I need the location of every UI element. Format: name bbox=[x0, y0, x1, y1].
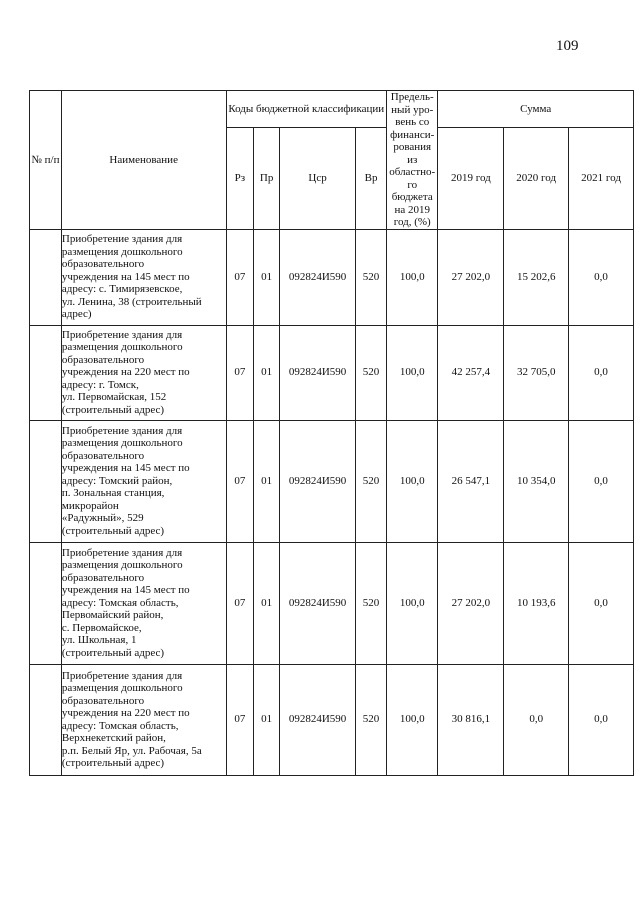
header-level-line: на 2019 bbox=[394, 203, 430, 216]
row-number bbox=[30, 664, 62, 775]
row-csr: 092824И590 bbox=[279, 325, 355, 420]
row-2020: 0,0 bbox=[504, 664, 569, 775]
row-number bbox=[30, 325, 62, 420]
row-name-line: микрорайон bbox=[61, 499, 119, 512]
table-row bbox=[30, 325, 634, 420]
row-name-line: (строительный адрес) bbox=[61, 757, 165, 769]
row-name-line: р.п. Белый Яр, ул. Рабочая, 5а bbox=[61, 744, 202, 757]
row-level: 100,0 bbox=[387, 229, 438, 325]
row-name-line: (строительный адрес) bbox=[61, 524, 165, 537]
row-name-line: Приобретение здания для bbox=[61, 669, 183, 682]
row-name-line: адресу: с. Тимирязевское, bbox=[61, 283, 183, 296]
row-name-line: ул. Школьная, 1 bbox=[61, 634, 137, 647]
row-name-line: ул. Первомайская, 152 bbox=[61, 391, 167, 404]
row-rz: 07 bbox=[226, 229, 254, 325]
header-codes-group: Коды бюджетной классификации bbox=[226, 91, 387, 128]
row-vr: 520 bbox=[356, 542, 387, 664]
header-name: Наименование bbox=[61, 91, 226, 230]
row-name-line: образовательного bbox=[61, 571, 145, 584]
row-2021: 0,0 bbox=[569, 542, 634, 664]
row-name-line: с. Первомайское, bbox=[61, 621, 142, 634]
row-2019: 26 547,1 bbox=[438, 420, 504, 542]
row-name-line: образовательного bbox=[61, 258, 145, 271]
header-level-line: вень со bbox=[395, 116, 430, 128]
header-rz: Рз bbox=[226, 127, 254, 229]
row-name bbox=[61, 542, 226, 664]
row-rz: 07 bbox=[226, 664, 254, 775]
row-pr: 01 bbox=[254, 542, 280, 664]
header-level-line: бюджета bbox=[391, 191, 433, 203]
row-name-line: адресу: г. Томск, bbox=[61, 378, 139, 391]
row-name-line: учреждения на 220 мест по bbox=[61, 366, 190, 379]
header-level-line: финанси- bbox=[390, 128, 435, 141]
row-2019: 27 202,0 bbox=[438, 542, 504, 664]
row-name bbox=[61, 664, 226, 775]
row-rz: 07 bbox=[226, 325, 254, 420]
row-level: 100,0 bbox=[387, 325, 438, 420]
header-level-line: год, (%) bbox=[393, 216, 431, 228]
header-2019: 2019 год bbox=[438, 127, 504, 229]
header-pr: Пр bbox=[254, 127, 280, 229]
row-name-line: образовательного bbox=[61, 449, 145, 462]
table-row bbox=[30, 229, 634, 325]
row-name bbox=[61, 229, 226, 325]
row-name-line: (строительный адрес) bbox=[61, 403, 165, 416]
row-csr: 092824И590 bbox=[279, 664, 355, 775]
row-vr: 520 bbox=[356, 229, 387, 325]
row-vr: 520 bbox=[356, 664, 387, 775]
header-level-line: рования bbox=[393, 141, 432, 153]
header-level-line: из bbox=[407, 153, 418, 166]
row-2019: 27 202,0 bbox=[438, 229, 504, 325]
row-name-line: Верхнекетский район, bbox=[61, 732, 166, 744]
row-rz: 07 bbox=[226, 420, 254, 542]
table-row bbox=[30, 420, 634, 542]
header-level-line: го bbox=[407, 178, 418, 191]
row-csr: 092824И590 bbox=[279, 542, 355, 664]
row-number bbox=[30, 542, 62, 664]
header-level-line: ный уро- bbox=[391, 103, 434, 116]
row-pr: 01 bbox=[254, 664, 280, 775]
row-name bbox=[61, 325, 226, 420]
row-2020: 32 705,0 bbox=[504, 325, 569, 420]
row-pr: 01 bbox=[254, 229, 280, 325]
row-2021: 0,0 bbox=[569, 229, 634, 325]
row-name-line: Приобретение здания для bbox=[61, 233, 183, 246]
row-level: 100,0 bbox=[387, 664, 438, 775]
row-name-line: размещения дошкольного bbox=[61, 559, 183, 572]
header-level-line: Предель- bbox=[390, 91, 434, 103]
row-name-line: размещения дошкольного bbox=[61, 682, 183, 694]
row-number bbox=[30, 229, 62, 325]
row-2020: 15 202,6 bbox=[504, 229, 569, 325]
row-name bbox=[61, 420, 226, 542]
row-name-line: адресу: Томская область, bbox=[61, 596, 179, 609]
row-vr: 520 bbox=[356, 420, 387, 542]
row-level: 100,0 bbox=[387, 420, 438, 542]
row-2021: 0,0 bbox=[569, 325, 634, 420]
row-name-line: адрес) bbox=[61, 308, 92, 321]
row-name-line: адресу: Томская область, bbox=[61, 719, 179, 732]
row-name-line: учреждения на 145 мест по bbox=[61, 462, 190, 475]
table-row bbox=[30, 664, 634, 775]
row-vr: 520 bbox=[356, 325, 387, 420]
header-2021: 2021 год bbox=[569, 127, 634, 229]
row-2019: 30 816,1 bbox=[438, 664, 504, 775]
header-csr: Цср bbox=[279, 127, 355, 229]
header-level bbox=[387, 91, 438, 230]
row-2020: 10 354,0 bbox=[504, 420, 569, 542]
row-rz: 07 bbox=[226, 542, 254, 664]
header-sum-group: Сумма bbox=[438, 91, 634, 128]
row-name-line: ул. Ленина, 38 (строительный bbox=[61, 295, 202, 308]
row-name-line: п. Зональная станция, bbox=[61, 487, 165, 500]
row-2019: 42 257,4 bbox=[438, 325, 504, 420]
row-name-line: Первомайский район, bbox=[61, 609, 164, 622]
row-name-line: учреждения на 145 мест по bbox=[61, 270, 190, 283]
row-name-line: размещения дошкольного bbox=[61, 437, 183, 450]
header-vr: Вр bbox=[356, 127, 387, 229]
page-number: 109 bbox=[556, 38, 579, 54]
row-name-line: Приобретение здания для bbox=[61, 424, 183, 437]
row-2021: 0,0 bbox=[569, 664, 634, 775]
row-name-line: Приобретение здания для bbox=[61, 546, 183, 559]
row-name-line: адресу: Томский район, bbox=[61, 474, 173, 487]
row-level: 100,0 bbox=[387, 542, 438, 664]
row-csr: 092824И590 bbox=[279, 229, 355, 325]
row-2021: 0,0 bbox=[569, 420, 634, 542]
row-csr: 092824И590 bbox=[279, 420, 355, 542]
row-name-line: «Радужный», 529 bbox=[61, 512, 144, 525]
row-2020: 10 193,6 bbox=[504, 542, 569, 664]
header-no: № п/п bbox=[30, 91, 62, 230]
row-number bbox=[30, 420, 62, 542]
row-name-line: учреждения на 220 мест по bbox=[61, 707, 190, 719]
row-name-line: образовательного bbox=[61, 694, 145, 707]
table-row bbox=[30, 542, 634, 664]
row-name-line: размещения дошкольного bbox=[61, 341, 183, 354]
budget-table bbox=[29, 90, 634, 776]
row-name-line: (строительный адрес) bbox=[61, 646, 165, 659]
row-name-line: образовательного bbox=[61, 353, 145, 366]
row-pr: 01 bbox=[254, 420, 280, 542]
row-pr: 01 bbox=[254, 325, 280, 420]
row-name-line: учреждения на 145 мест по bbox=[61, 584, 190, 597]
row-name-line: размещения дошкольного bbox=[61, 245, 183, 258]
header-2020: 2020 год bbox=[504, 127, 569, 229]
header-level-line: областно- bbox=[389, 166, 436, 178]
row-name-line: Приобретение здания для bbox=[61, 328, 183, 341]
